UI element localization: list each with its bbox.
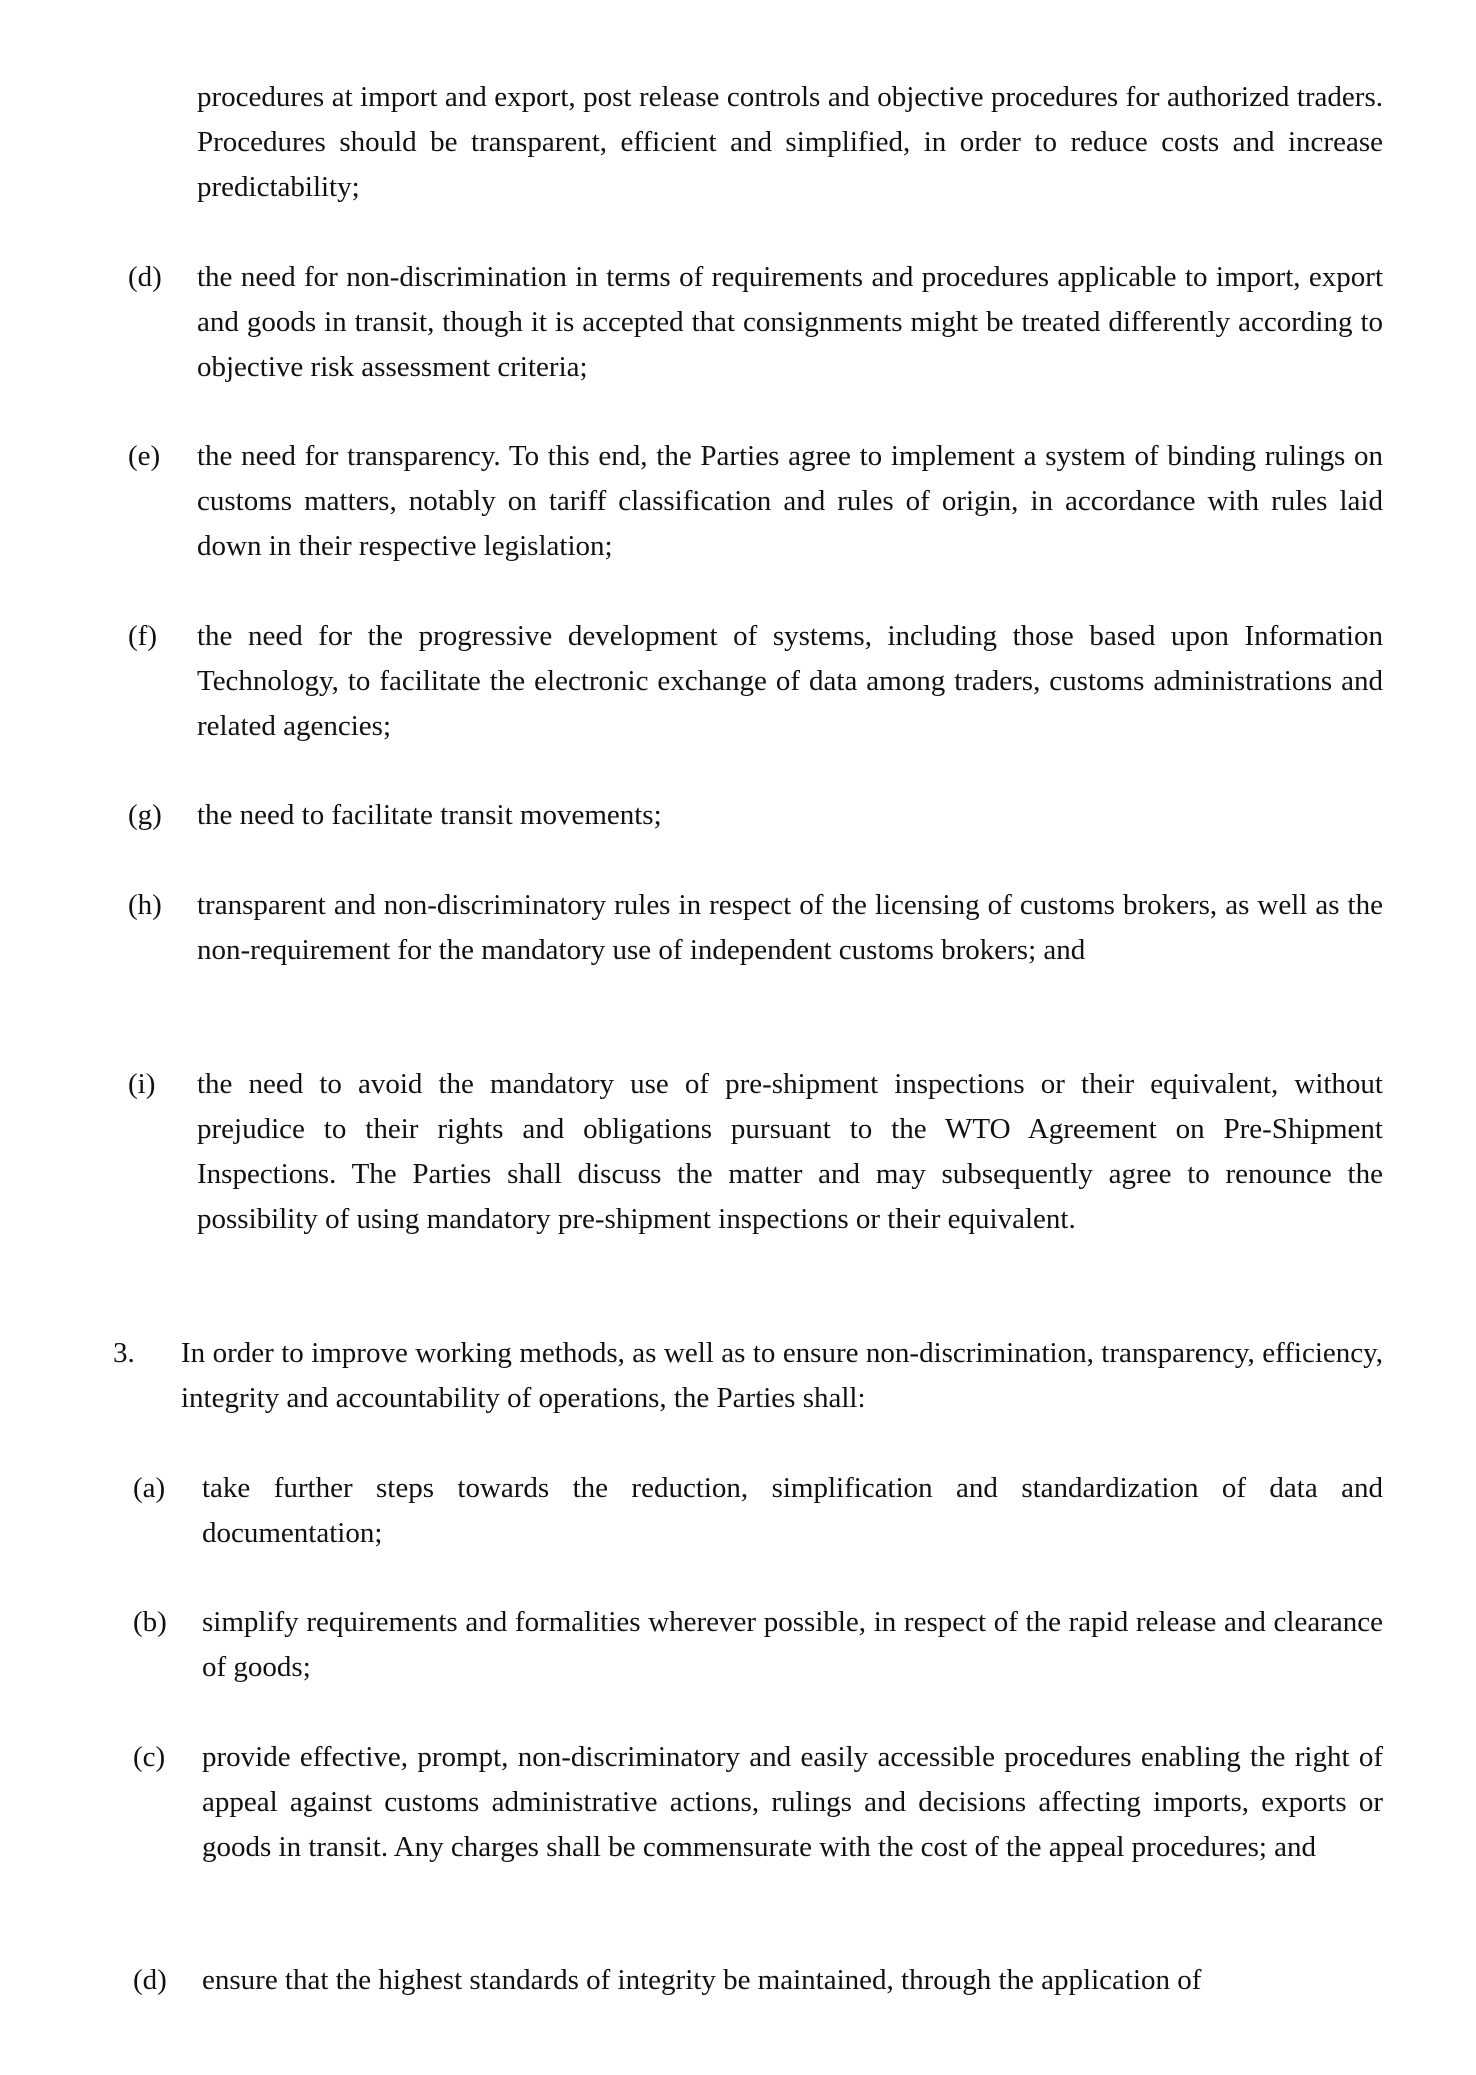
item-label-3b: (b) xyxy=(133,1606,167,1638)
item-label-2f: (f) xyxy=(128,620,157,652)
item-label-3c: (c) xyxy=(133,1741,166,1773)
item-label-2h: (h) xyxy=(128,889,162,921)
item-text-2h: transparent and non-discriminatory rules in respect of the licensing of customs brokers, as well as the non-requirement for the mandatory use of independent customs brokers; and xyxy=(197,889,1383,966)
item-text-2e: the need for transparency. To this end, the Parties agree to implement a system of binding rulings on customs matters, notably on tariff classification and rules of origin, in accordance with rules laid down in their respective legislation; xyxy=(197,440,1383,562)
item-label-3d: (d) xyxy=(133,1964,167,1996)
item-text-3a: take further steps towards the reduction, simplification and standardization of data and documentation; xyxy=(202,1472,1383,1549)
item-label-3a: (a) xyxy=(133,1472,166,1504)
item-text-2g: the need to facilitate transit movements; xyxy=(197,799,662,831)
item-text-2i: the need to avoid the mandatory use of pre-shipment inspections or their equivalent, without prejudice to their rights and obligations pursuant to the WTO Agreement on Pre-Shipment Inspections. The Parties shall discuss the matter and may subsequently agree to renounce the possibility of using mandatory pre-shipment inspections or their equivalent. xyxy=(197,1068,1383,1235)
section-number-3: 3. xyxy=(113,1337,135,1369)
item-text-2d: the need for non-discrimination in terms of requirements and procedures applicable to import, export and goods in transit, though it is accepted that consignments might be treated differently according to objective risk assessment criteria; xyxy=(197,261,1383,383)
item-text-3b: simplify requirements and formalities wherever possible, in respect of the rapid release and clearance of goods; xyxy=(202,1606,1383,1683)
item-label-2g: (g) xyxy=(128,799,162,831)
item-text-3d: ensure that the highest standards of integrity be maintained, through the application of xyxy=(202,1964,1202,1996)
item-text-3c: provide effective, prompt, non-discriminatory and easily accessible procedures enabling the right of appeal against customs administrative actions, rulings and decisions affecting imports, exports or goods in transit. Any charges shall be commensurate with the cost of the appeal procedures; and xyxy=(202,1741,1383,1863)
item-label-2d: (d) xyxy=(128,261,162,293)
continuation-paragraph: procedures at import and export, post release controls and objective procedures for authorized traders. Procedures should be transparent, efficient and simplified, in order to reduce costs and increase predictability; xyxy=(197,81,1383,203)
item-label-2e: (e) xyxy=(128,440,161,472)
item-text-2f: the need for the progressive development of systems, including those based upon Information Technology, to facilitate the electronic exchange of data among traders, customs administrations and related agencies; xyxy=(197,620,1383,742)
section-3-intro: In order to improve working methods, as well as to ensure non-discrimination, transparency, efficiency, integrity and accountability of operations, the Parties shall: xyxy=(181,1337,1383,1414)
item-label-2i: (i) xyxy=(128,1068,156,1100)
